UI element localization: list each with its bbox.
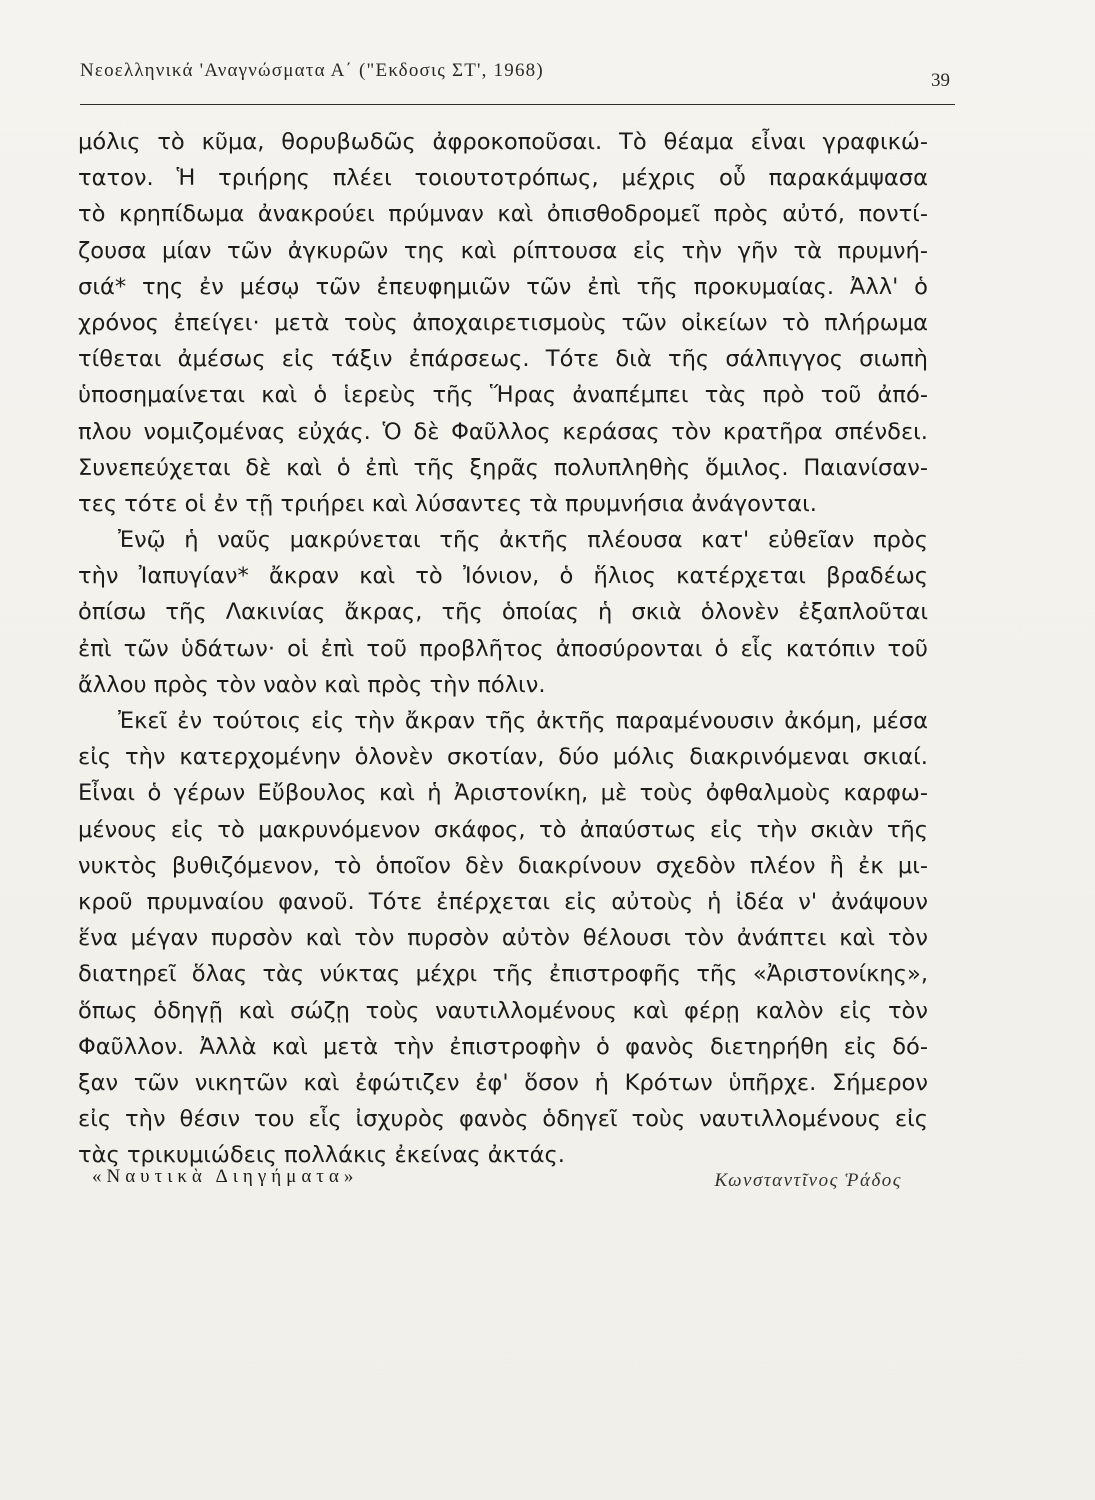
text-line: Συνεπεύχεται δὲ καὶ ὁ ἐπὶ τῆς ξηρᾶς πολυπληθὴς ὅμιλος. Παιανίσαν- (78, 454, 928, 481)
text-line: νυκτὸς βυθιζόμενον, τὸ ὁποῖον δὲν διακρίνουν σχεδὸν πλέον ἢ ἐκ μι- (78, 852, 928, 879)
header-rule (80, 104, 955, 105)
running-head (80, 60, 950, 92)
text-line: τατον. Ἡ τριήρης πλέει τοιουτοτρόπως, μέχρις οὗ παρακάμψασα (78, 165, 928, 192)
text-line: ὑποσημαίνεται καὶ ὁ ἱερεὺς τῆς Ἥρας ἀναπέμπει τὰς πρὸ τοῦ ἀπό- (78, 382, 928, 409)
source-title: «Ναυτικὰ Διηγήματα» (92, 1166, 359, 1187)
text-line: ὅπως ὁδηγῇ καὶ σώζῃ τοὺς ναυτιλλομένους καὶ φέρῃ καλὸν εἰς τὸν (78, 997, 928, 1024)
text-line: σιά* της ἐν μέσῳ τῶν ἐπευφημιῶν τῶν ἐπὶ τῆς προκυμαίας. Ἀλλ' ὁ (78, 273, 928, 300)
author-name: Κωνσταντῖνος Ῥάδος (714, 1170, 902, 1191)
attribution (92, 1166, 902, 1198)
text-line: μόλις τὸ κῦμα, θορυβωδῶς ἀφροκοποῦσαι. Τὸ θέαμα εἶναι γραφικώ- (78, 129, 928, 155)
text-line: τες τότε οἱ ἐν τῇ τριήρει καὶ λύσαντες τὰ πρυμνήσια ἀνάγονται. (78, 490, 817, 517)
text-line: τὸ κρηπίδωμα ἀνακρούει πρύμναν καὶ ὀπισθοδρομεῖ πρὸς αὐτό, ποντί- (78, 201, 928, 228)
running-title: Νεοελληνικά 'Αναγνώσματα Α΄ ("Εκδοσις ΣΤ', 1968) (80, 60, 544, 81)
text-line: τίθεται ἀμέσως εἰς τάξιν ἐπάρσεως. Τότε διὰ τῆς σάλπιγγος σιωπὴ (78, 346, 928, 373)
text-line: τὴν Ἰαπυγίαν* ἄκραν καὶ τὸ Ἰόνιον, ὁ ἥλιος κατέρχεται βραδέως (78, 563, 928, 590)
text-line: εἰς τὴν κατερχομένην ὁλονὲν σκοτίαν, δύο μόλις διακρινόμεναι σκιαί. (78, 744, 928, 771)
text-line: εἰς τὴν θέσιν του εἷς ἰσχυρὸς φανὸς ὁδηγεῖ τοὺς ναυτιλλομένους εἰς (78, 1106, 928, 1133)
text-line: Εἶναι ὁ γέρων Εὔβουλος καὶ ἡ Ἀριστονίκη, μὲ τοὺς ὀφθαλμοὺς καρφω- (78, 780, 928, 807)
page-number: 39 (931, 70, 950, 91)
body-text (78, 124, 928, 1173)
text-line: πλου νομιζομένας εὐχάς. Ὁ δὲ Φαῦλλος κεράσας τὸν κρατῆρα σπένδει. (78, 418, 928, 445)
text-line: μένους εἰς τὸ μακρυνόμενον σκάφος, τὸ ἀπαύστως εἰς τὴν σκιὰν τῆς (78, 816, 928, 843)
paragraph-start-line: Ἐκεῖ ἐν τούτοις εἰς τὴν ἄκραν τῆς ἀκτῆς παραμένουσιν ἀκόμη, μέσα (118, 708, 928, 734)
text-line: ἐπὶ τῶν ὑδάτων· οἱ ἐπὶ τοῦ προβλῆτος ἀποσύρονται ὁ εἷς κατόπιν τοῦ (78, 635, 928, 662)
text-line: Φαῦλλον. Ἀλλὰ καὶ μετὰ τὴν ἐπιστροφὴν ὁ φανὸς διετηρήθη εἰς δό- (78, 1033, 928, 1060)
text-line: ἄλλου πρὸς τὸν ναὸν καὶ πρὸς τὴν πόλιν. (78, 671, 546, 698)
paragraph-start-line: Ἐνῷ ἡ ναῦς μακρύνεται τῆς ἀκτῆς πλέουσα κατ' εὐθεῖαν πρὸς (118, 527, 928, 554)
text-line: χρόνος ἐπείγει· μετὰ τοὺς ἀποχαιρετισμοὺς τῶν οἰκείων τὸ πλήρωμα (78, 309, 928, 336)
text-line: κροῦ πρυμναίου φανοῦ. Τότε ἐπέρχεται εἰς αὐτοὺς ἡ ἰδέα ν' ἀνάψουν (78, 888, 928, 915)
text-line: ζουσα μίαν τῶν ἀγκυρῶν της καὶ ρίπτουσα εἰς τὴν γῆν τὰ πρυμνή- (78, 237, 928, 264)
text-line: ὀπίσω τῆς Λακινίας ἄκρας, τῆς ὁποίας ἡ σκιὰ ὁλονὲν ἐξαπλοῦται (78, 599, 928, 626)
text-line: ἕνα μέγαν πυρσὸν καὶ τὸν πυρσὸν αὐτὸν θέλουσι τὸν ἀνάπτει καὶ τὸν (78, 925, 928, 952)
text-line: τὰς τρικυμιώδεις πολλάκις ἐκείνας ἀκτάς. (78, 1142, 565, 1169)
text-line: ξαν τῶν νικητῶν καὶ ἐφώτιζεν ἐφ' ὅσον ἡ Κρότων ὑπῆρχε. Σήμερον (78, 1069, 928, 1096)
text-line: διατηρεῖ ὅλας τὰς νύκτας μέχρι τῆς ἐπιστροφῆς τῆς «Ἀριστονίκης», (78, 961, 928, 988)
